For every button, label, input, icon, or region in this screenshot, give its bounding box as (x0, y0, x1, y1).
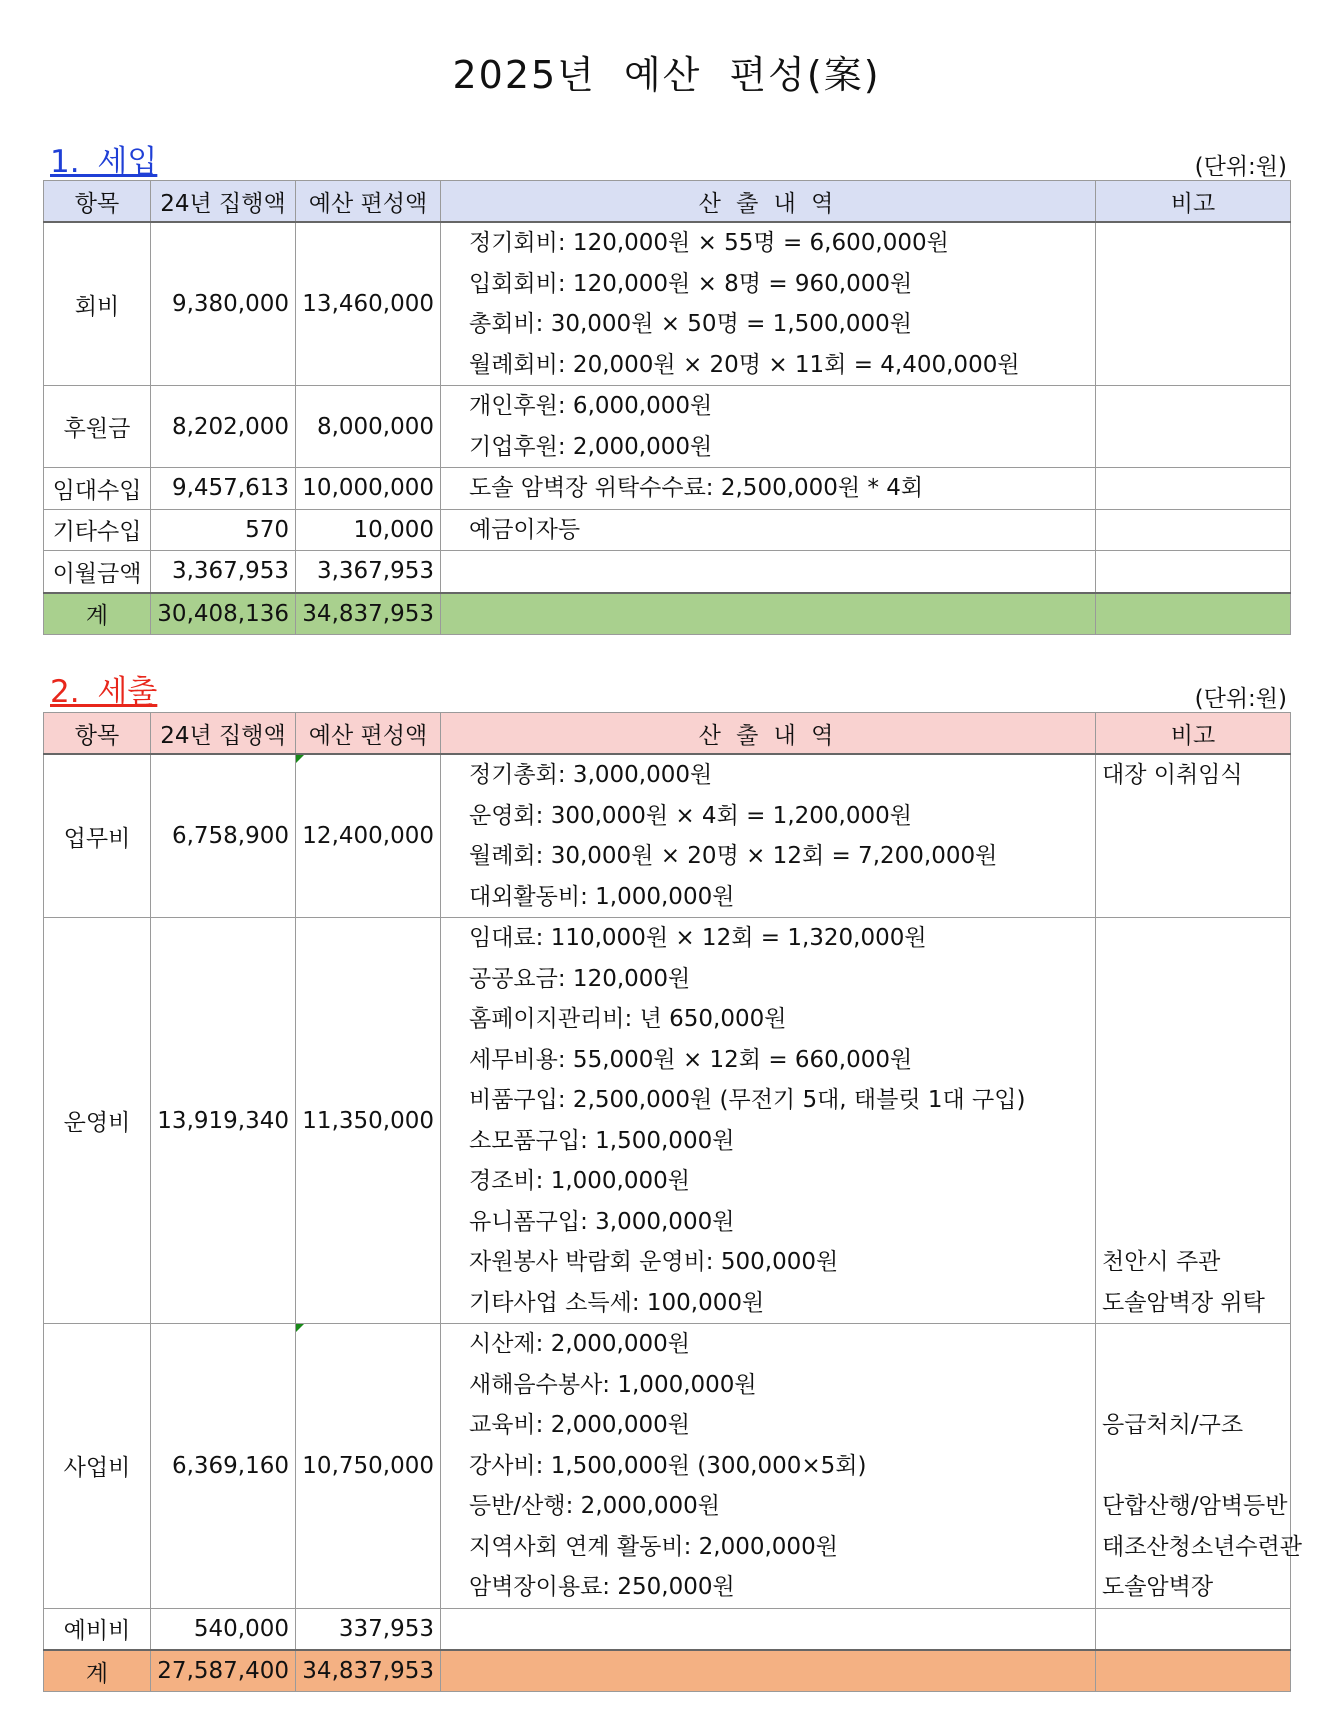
budget-amount-cell: 8,000,000 (296, 386, 441, 468)
note-line (1102, 386, 1284, 427)
details-cell (441, 551, 1096, 593)
note-line (1102, 1609, 1284, 1650)
detail-line: 월례회: 30,000원 × 20명 × 12회 = 7,200,000원 (469, 843, 998, 869)
total-notes (1096, 1650, 1291, 1692)
item-cell: 회비 (44, 222, 151, 386)
detail-line: 도솔 암벽장 위탁수수료: 2,500,000원 * 4회 (469, 475, 924, 501)
details-cell (441, 386, 1096, 468)
income-table (43, 180, 1291, 635)
detail-line (469, 1609, 1089, 1650)
detail-line: 월례회비: 20,000원 × 20명 × 11회 = 4,400,000원 (469, 351, 1020, 378)
note-line: 도솔암벽장 (1102, 1574, 1214, 1600)
note-line: 천안시 주관 (1102, 1249, 1221, 1275)
prev-amount-cell: 8,202,000 (151, 386, 296, 468)
item-cell: 예비비 (44, 1608, 151, 1650)
detail-line: 시산제: 2,000,000원 (469, 1331, 690, 1357)
col-header-prev: 24년 집행액 (151, 181, 296, 223)
detail-line: 예금이자등 (469, 516, 581, 543)
detail-line: 정기총회: 3,000,000원 (469, 762, 713, 788)
details-cell (441, 1608, 1096, 1650)
item-cell: 후원금 (44, 386, 151, 468)
detail-line: 등반/산행: 2,000,000원 (469, 1493, 720, 1519)
col-header-details: 산 출 내 역 (441, 713, 1096, 755)
income-unit: (단위:원) (1194, 154, 1287, 180)
table-row (44, 386, 1291, 468)
note-line: 태조산청소년수련관 (1102, 1533, 1302, 1560)
note-line (1102, 264, 1284, 305)
detail-line: 공공요금: 120,000원 (469, 965, 691, 992)
total-prev: 27,587,400 (151, 1650, 296, 1692)
prev-amount-cell: 9,380,000 (151, 222, 296, 386)
note-line (1102, 1161, 1284, 1202)
total-label: 계 (44, 593, 151, 635)
prev-amount-cell: 6,758,900 (151, 754, 296, 918)
note-line (1102, 796, 1284, 837)
table-row (44, 754, 1291, 918)
notes-cell (1096, 1608, 1291, 1650)
item-cell: 임대수입 (44, 468, 151, 510)
budget-amount-cell: 10,750,000 (296, 1324, 441, 1609)
detail-line: 개인후원: 6,000,000원 (469, 393, 713, 419)
details-cell (441, 1324, 1096, 1609)
detail-line (469, 551, 1089, 592)
col-header-prev: 24년 집행액 (151, 713, 296, 755)
detail-line: 홈페이지관리비: 년 650,000원 (469, 1006, 787, 1032)
item-cell: 이월금액 (44, 551, 151, 593)
detail-line: 세무비용: 55,000원 × 12회 = 660,000원 (469, 1046, 913, 1073)
note-line (1102, 510, 1284, 551)
note-line (1102, 345, 1284, 386)
detail-line: 지역사회 연계 활동비: 2,000,000원 (469, 1533, 838, 1560)
table-row (44, 509, 1291, 551)
table-row (44, 468, 1291, 510)
note-line (1102, 877, 1284, 918)
table-row (44, 551, 1291, 593)
detail-line: 경조비: 1,000,000원 (469, 1168, 690, 1194)
details-cell (441, 468, 1096, 510)
detail-line: 총회비: 30,000원 × 50명 = 1,500,000원 (469, 311, 912, 337)
detail-line: 비품구입: 2,500,000원 (무전기 5대, 태블릿 1대 구입) (469, 1087, 1026, 1113)
prev-amount-cell: 540,000 (151, 1608, 296, 1650)
note-line (1102, 836, 1284, 877)
budget-amount-cell: 3,367,953 (296, 551, 441, 593)
detail-line: 운영회: 300,000원 × 4회 = 1,200,000원 (469, 802, 912, 829)
income-heading: 1. 세입 (50, 144, 158, 180)
note-line (1102, 999, 1284, 1040)
note-line (1102, 468, 1284, 509)
col-header-notes: 비고 (1096, 713, 1291, 755)
note-line: 응급처치/구조 (1102, 1412, 1244, 1438)
prev-amount-cell: 570 (151, 509, 296, 551)
details-cell (441, 222, 1096, 386)
item-cell: 기타수입 (44, 509, 151, 551)
budget-amount-cell: 337,953 (296, 1608, 441, 1650)
detail-line: 새해음수봉사: 1,000,000원 (469, 1371, 757, 1398)
note-line (1102, 918, 1284, 959)
note-line (1102, 1040, 1284, 1081)
detail-line: 암벽장이용료: 250,000원 (469, 1574, 735, 1600)
note-line (1102, 304, 1284, 345)
item-cell: 사업비 (44, 1324, 151, 1609)
note-line (1102, 959, 1284, 1000)
table-row (44, 1324, 1291, 1609)
notes-cell (1096, 386, 1291, 468)
total-row (44, 593, 1291, 635)
detail-line: 유니폼구입: 3,000,000원 (469, 1208, 735, 1235)
note-line (1102, 427, 1284, 468)
total-details (441, 1650, 1096, 1692)
total-notes (1096, 593, 1291, 635)
detail-line: 강사비: 1,500,000원 (300,000×5회) (469, 1452, 867, 1479)
note-line (1102, 1121, 1284, 1162)
note-line (1102, 1202, 1284, 1243)
note-line (1102, 551, 1284, 592)
note-line: 대장 이취임식 (1102, 762, 1243, 788)
col-header-item: 항목 (44, 181, 151, 223)
note-line (1102, 1365, 1284, 1406)
item-cell: 운영비 (44, 918, 151, 1324)
prev-amount-cell: 9,457,613 (151, 468, 296, 510)
detail-line: 교육비: 2,000,000원 (469, 1412, 690, 1438)
col-header-details: 산 출 내 역 (441, 181, 1096, 223)
detail-line: 기타사업 소득세: 100,000원 (469, 1289, 765, 1316)
total-prev: 30,408,136 (151, 593, 296, 635)
col-header-item: 항목 (44, 713, 151, 755)
detail-line: 정기회비: 120,000원 × 55명 = 6,600,000원 (469, 230, 949, 256)
table-row (44, 918, 1291, 1324)
prev-amount-cell: 6,369,160 (151, 1324, 296, 1609)
note-line: 단합산행/암벽등반 (1102, 1493, 1288, 1519)
expense-heading: 2. 세출 (50, 674, 158, 710)
notes-cell (1096, 468, 1291, 510)
total-row (44, 1650, 1291, 1692)
total-details (441, 593, 1096, 635)
income-header-row (44, 181, 1291, 223)
expense-table (43, 712, 1302, 1692)
note-line (1102, 223, 1284, 264)
item-cell: 업무비 (44, 754, 151, 918)
details-cell (441, 918, 1096, 1324)
expense-header-row (44, 713, 1291, 755)
note-line (1102, 1324, 1284, 1365)
notes-cell (1096, 918, 1291, 1324)
notes-cell (1096, 1324, 1302, 1609)
notes-cell (1096, 551, 1291, 593)
budget-amount-cell: 13,460,000 (296, 222, 441, 386)
prev-amount-cell: 13,919,340 (151, 918, 296, 1324)
col-header-budget: 예산 편성액 (296, 181, 441, 223)
note-line (1102, 1446, 1284, 1487)
detail-line: 입회회비: 120,000원 × 8명 = 960,000원 (469, 270, 913, 297)
detail-line: 자원봉사 박람회 운영비: 500,000원 (469, 1249, 839, 1275)
detail-line: 소모품구입: 1,500,000원 (469, 1127, 735, 1154)
detail-line: 기업후원: 2,000,000원 (469, 433, 713, 460)
budget-amount-cell: 10,000,000 (296, 468, 441, 510)
budget-amount-cell: 11,350,000 (296, 918, 441, 1324)
table-row (44, 222, 1291, 386)
prev-amount-cell: 3,367,953 (151, 551, 296, 593)
details-cell (441, 509, 1096, 551)
col-header-notes: 비고 (1096, 181, 1291, 223)
details-cell (441, 754, 1096, 918)
table-row (44, 1608, 1291, 1650)
col-header-budget: 예산 편성액 (296, 713, 441, 755)
total-budget: 34,837,953 (296, 1650, 441, 1692)
notes-cell (1096, 222, 1291, 386)
note-line: 도솔암벽장 위탁 (1102, 1289, 1265, 1316)
note-line (1102, 1080, 1284, 1121)
detail-line: 임대료: 110,000원 × 12회 = 1,320,000원 (469, 925, 927, 951)
detail-line: 대외활동비: 1,000,000원 (469, 883, 735, 910)
total-label: 계 (44, 1650, 151, 1692)
page-title: 2025년 예산 편성(案) (452, 53, 881, 97)
budget-amount-cell: 12,400,000 (296, 754, 441, 918)
expense-unit: (단위:원) (1194, 686, 1287, 712)
notes-cell (1096, 509, 1291, 551)
notes-cell (1096, 754, 1291, 918)
total-budget: 34,837,953 (296, 593, 441, 635)
budget-amount-cell: 10,000 (296, 509, 441, 551)
